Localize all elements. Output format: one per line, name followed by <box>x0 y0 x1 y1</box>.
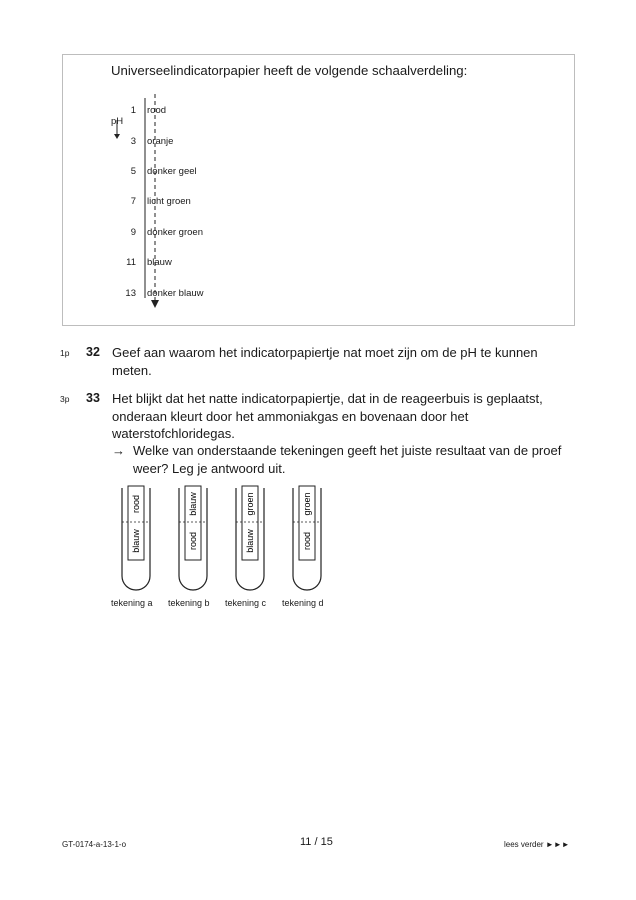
tube-d-top-label: groen <box>302 492 312 516</box>
ph-tick: 3 <box>130 136 136 147</box>
color-label: donker blauw <box>147 288 204 299</box>
exam-code: GT-0174-a-13-1-o <box>62 840 127 849</box>
test-tube-drawings <box>108 482 338 594</box>
question-33-text: Het blijkt dat het natte indicatorpapiertje, dat in de reageerbuis is geplaatst, onderaan kleurt door het ammoniakgas en bovenaan door het waterstofchloridegas. <box>112 391 543 441</box>
tube-a-top-label: rood <box>131 494 141 514</box>
ph-tick: 13 <box>125 288 136 299</box>
drawing-caption: tekening a <box>111 598 153 608</box>
color-label: blauw <box>147 257 172 268</box>
tube-c-top-label: groen <box>245 492 255 516</box>
tube-b-top-label: blauw <box>188 492 198 516</box>
tube-d-bottom-label: rood <box>302 531 312 551</box>
ph-tick: 7 <box>130 196 136 207</box>
ph-tick: 11 <box>126 257 136 268</box>
drawing-caption: tekening d <box>282 598 324 608</box>
points-q32: 1p <box>60 348 70 358</box>
tube-a <box>122 486 150 590</box>
color-label: licht groen <box>147 196 191 207</box>
ph-tick: 9 <box>130 227 136 238</box>
tube-c-bottom-label: blauw <box>245 529 255 553</box>
color-label: donker groen <box>147 227 203 238</box>
question-number-32: 32 <box>86 345 100 359</box>
page-number: 11 / 15 <box>300 836 333 848</box>
color-label: oranje <box>147 136 174 147</box>
question-32-text: Geef aan waarom het indicatorpapiertje nat moet zijn om de pH te kunnen meten. <box>112 345 538 378</box>
intro-text: Universeelindicatorpapier heeft de volgende schaalverdeling: <box>111 63 468 78</box>
drawing-caption: tekening c <box>225 598 267 608</box>
tube-b-bottom-label: rood <box>188 531 198 551</box>
question-33-subquestion: Welke van onderstaande tekeningen geeft het juiste resultaat van de proef weer? Leg je antwoord uit. <box>133 443 562 476</box>
tube-b <box>179 486 207 590</box>
tube-a-bottom-label: blauw <box>131 529 141 553</box>
tube-d <box>293 486 321 590</box>
drawing-caption: tekening b <box>168 598 210 608</box>
next-page-indicator: lees verder ►►► <box>504 840 570 849</box>
color-label: donker geel <box>147 166 197 177</box>
ph-tick: 5 <box>130 166 136 177</box>
tube-c <box>236 486 264 590</box>
color-label: rood <box>147 105 167 116</box>
arrow-icon: → <box>112 443 125 458</box>
ph-tick: 1 <box>130 105 136 116</box>
points-q33: 3p <box>60 394 70 404</box>
ph-axis-label: pH <box>111 116 124 127</box>
question-number-33: 33 <box>86 391 100 405</box>
